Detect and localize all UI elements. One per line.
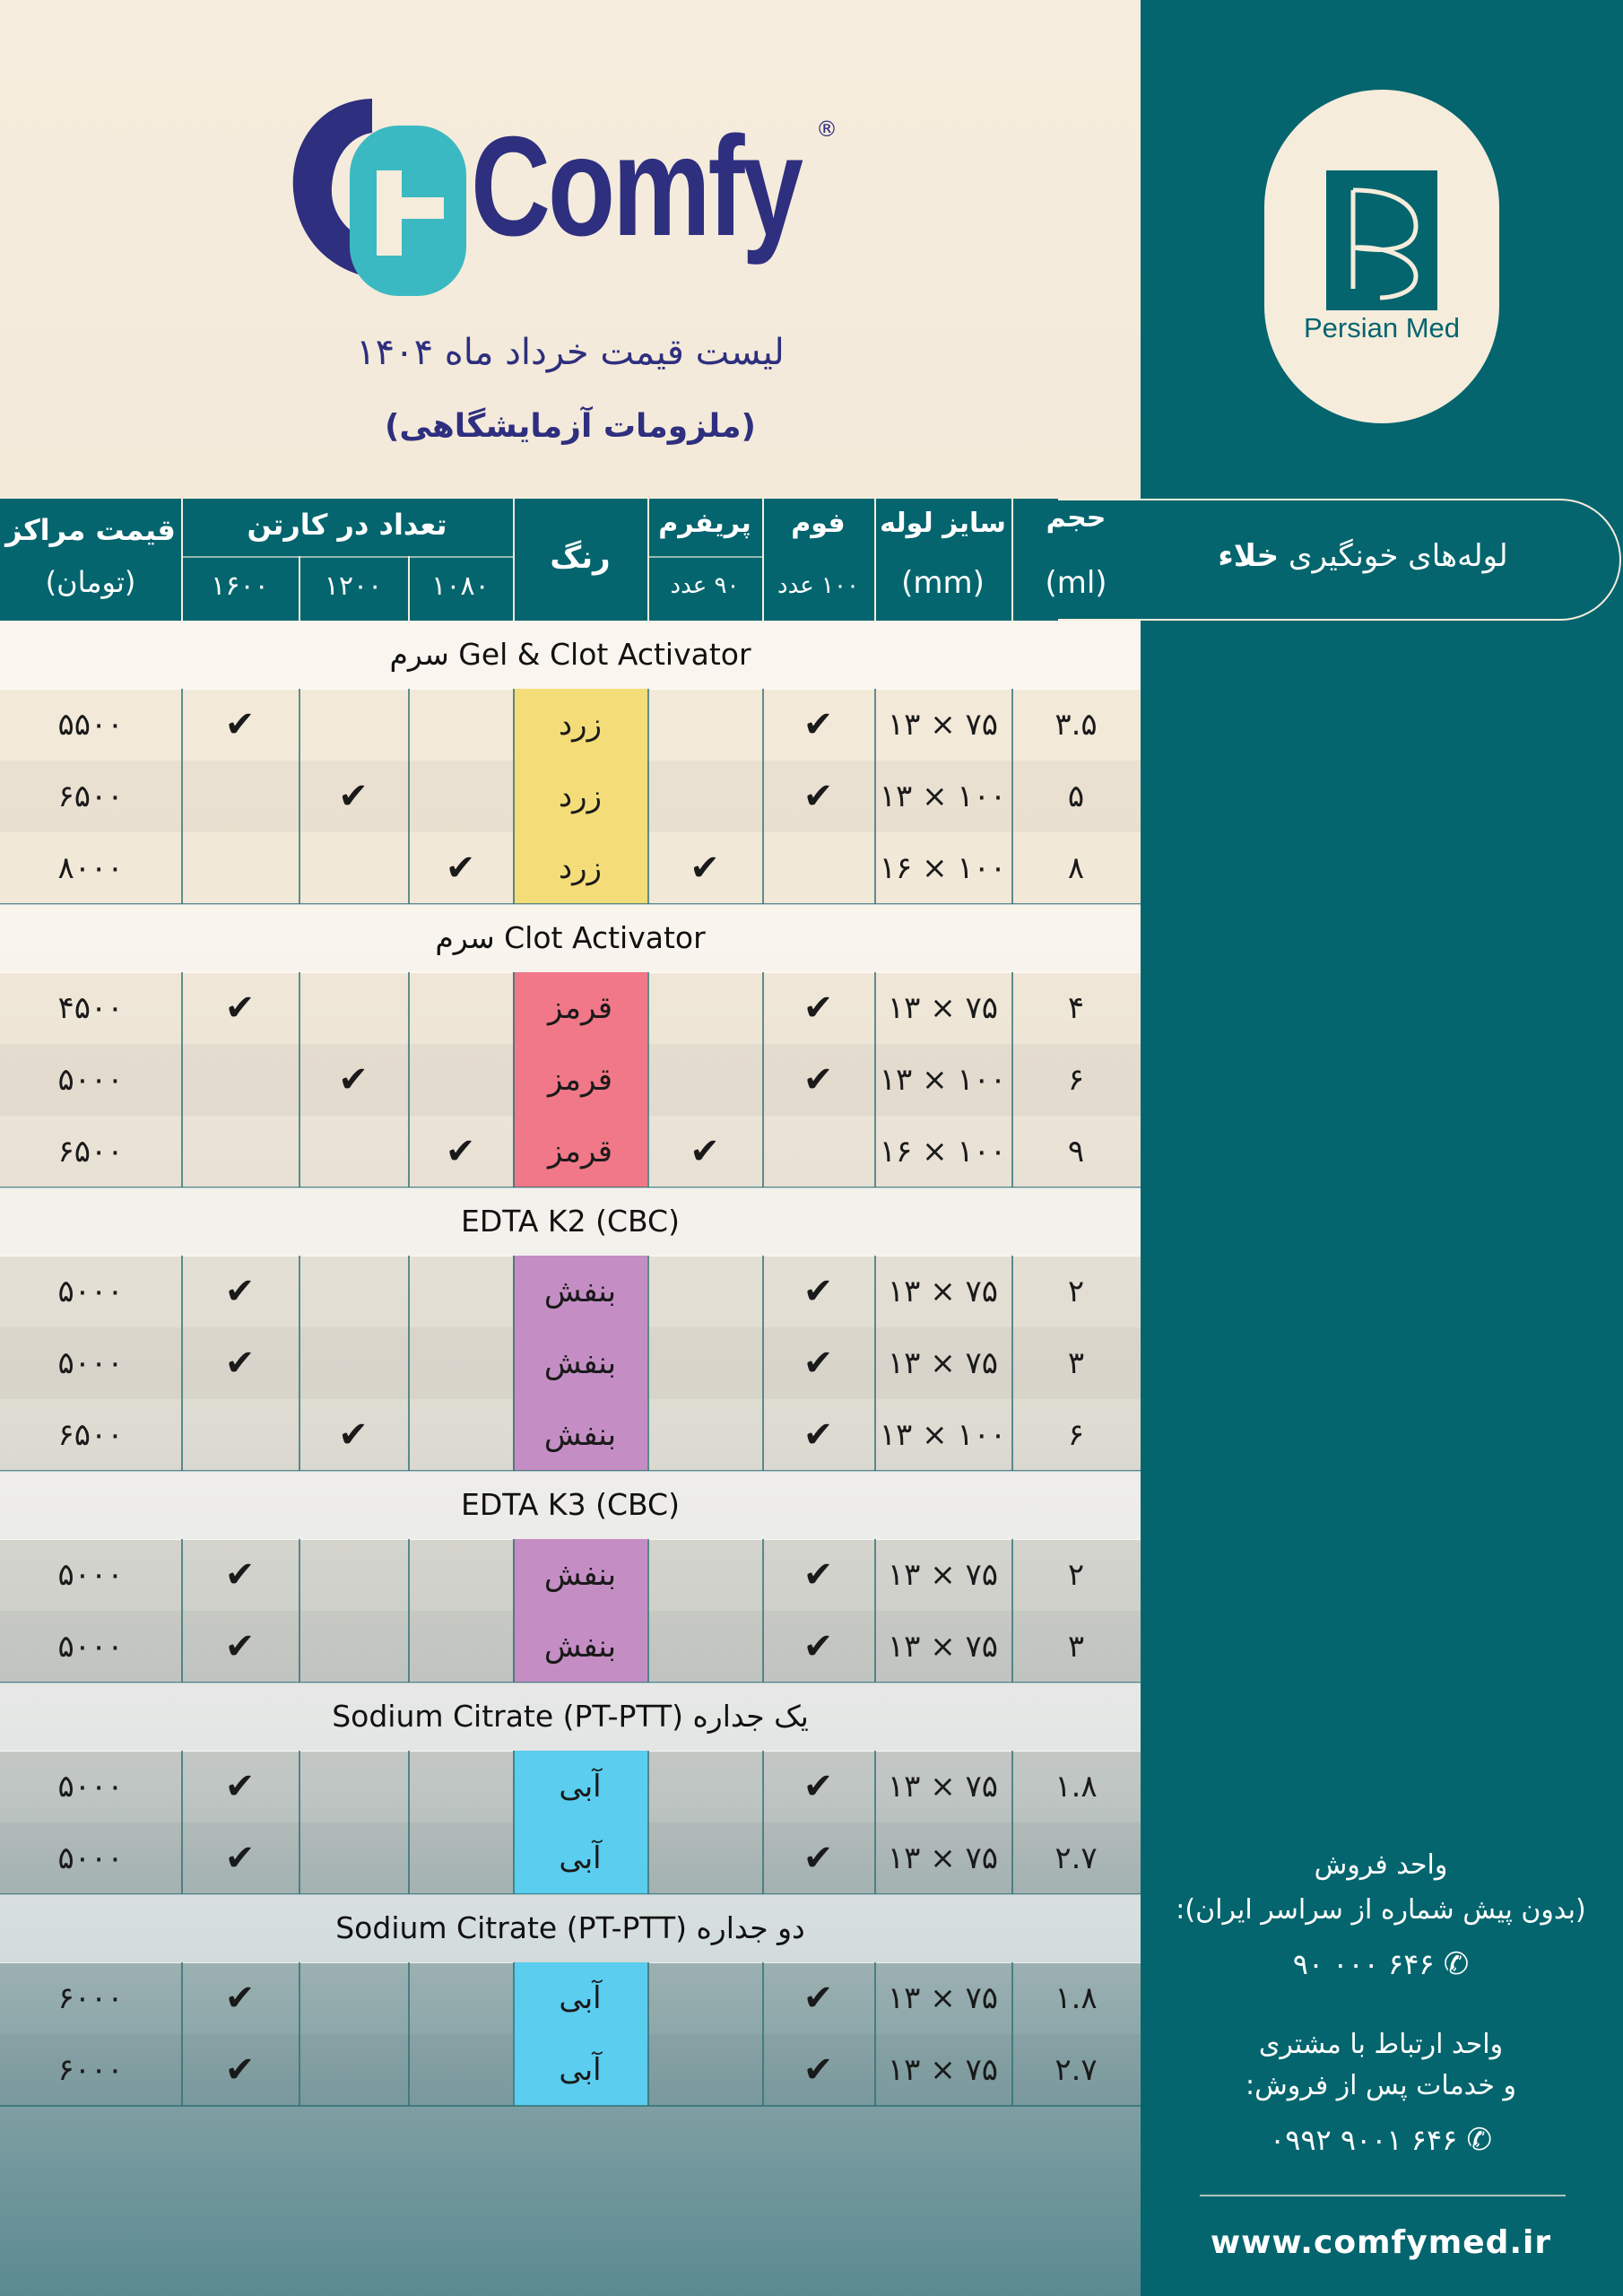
check-cell-preform: [647, 1822, 762, 1894]
column-divider: [181, 1539, 183, 1683]
check-cell-preform: [647, 1751, 762, 1822]
cell-price: ۸۰۰۰: [57, 850, 124, 886]
column-divider: [1011, 1751, 1013, 1894]
checkmark-icon: ✔: [803, 1271, 834, 1312]
cell-volume: ۲: [1067, 1557, 1085, 1593]
header-volume: حجم: [1046, 502, 1107, 534]
column-divider: [647, 1256, 649, 1471]
check-cell-preform: [647, 1256, 762, 1327]
cell-price: ۵۰۰۰: [57, 1840, 124, 1876]
checkmark-icon: ✔: [224, 1271, 256, 1312]
cell-color-name: آبی: [559, 1840, 602, 1876]
checkmark-icon: ✔: [224, 2049, 256, 2091]
column-divider: [299, 1962, 300, 2106]
column-divider: [762, 972, 764, 1187]
check-cell-c1200: [299, 1751, 408, 1822]
website-link[interactable]: www.comfymed.ir: [1210, 2224, 1552, 2261]
cell-price: ۵۰۰۰: [57, 1557, 124, 1593]
check-cell-preform: [647, 1116, 762, 1187]
check-cell-c1600: [181, 2034, 299, 2106]
checkmark-icon: ✔: [224, 704, 256, 745]
check-cell-foam: [762, 1539, 874, 1611]
checkmark-icon: ✔: [690, 1131, 720, 1172]
section-title: Clot Activator سرم: [0, 904, 1141, 973]
cell-price: ۶۵۰۰: [57, 778, 124, 814]
category-pill-prefix: لوله‌های خونگیری: [1288, 538, 1508, 574]
checkmark-icon: ✔: [803, 1766, 834, 1807]
cell-color-name: بنفش: [543, 1557, 617, 1593]
column-divider: [1011, 689, 1013, 904]
cell-color-name: قرمز: [548, 1134, 612, 1170]
check-cell-c1600: [181, 1611, 299, 1683]
page-title: لیست قیمت خرداد ماه ۱۴۰۴: [356, 332, 785, 373]
header-subdivider: [647, 556, 762, 558]
header-size-unit: (mm): [901, 565, 985, 601]
checkmark-icon: ✔: [803, 704, 834, 745]
checkmark-icon: ✔: [803, 1343, 834, 1384]
check-cell-preform: [647, 972, 762, 1044]
checkmark-icon: ✔: [338, 1059, 369, 1100]
phone-icon: ✆: [1466, 2122, 1493, 2158]
check-cell-c1600: [181, 1539, 299, 1611]
table-row: [0, 2034, 1141, 2106]
section-title: دو جداره Sodium Citrate (PT-PTT): [0, 1894, 1141, 1963]
check-cell-preform: [647, 689, 762, 761]
header-volume-unit: (ml): [1045, 565, 1107, 601]
cell-color-name: بنفش: [543, 1629, 617, 1665]
column-divider: [181, 1751, 183, 1894]
persian-med-label: Persian Med: [1303, 312, 1461, 344]
comfy-logo: [287, 90, 861, 296]
check-cell-c1600: [181, 761, 299, 832]
cell-size: ۱۳ × ۱۰۰: [879, 778, 1007, 814]
column-divider: [647, 1751, 649, 1894]
comfy-logo-mark-icon: [287, 90, 475, 296]
cell-color-name: قرمز: [548, 1062, 612, 1098]
check-cell-foam: [762, 832, 874, 904]
cell-price: ۵۰۰۰: [57, 1769, 124, 1805]
check-cell-c1600: [181, 1822, 299, 1894]
check-cell-c1080: [408, 1399, 513, 1471]
checkmark-icon: ✔: [803, 1838, 834, 1879]
column-divider: [874, 1539, 876, 1683]
check-cell-c1600: [181, 689, 299, 761]
cell-price: ۶۵۰۰: [57, 1134, 124, 1170]
support-phone-number[interactable]: ۰۹۹۲ ۹۰۰۱ ۶۴۶: [1269, 2123, 1458, 2157]
check-cell-preform: [647, 1044, 762, 1116]
cell-size: ۱۳ × ۷۵: [887, 1557, 999, 1593]
checkmark-icon: ✔: [224, 1766, 256, 1807]
check-cell-foam: [762, 1116, 874, 1187]
check-cell-c1080: [408, 1962, 513, 2034]
check-cell-c1600: [181, 1962, 299, 2034]
check-cell-c1200: [299, 832, 408, 904]
table-row: [0, 689, 1141, 761]
cell-size: ۱۳ × ۷۵: [887, 1840, 999, 1876]
check-cell-c1200: [299, 1822, 408, 1894]
persian-med-logo-icon: [1326, 170, 1437, 310]
check-cell-c1600: [181, 1327, 299, 1399]
cell-volume: ۴: [1067, 990, 1085, 1026]
check-cell-c1200: [299, 761, 408, 832]
cell-price: ۵۰۰۰: [57, 1062, 124, 1098]
table-row: [0, 1399, 1141, 1471]
checkmark-icon: ✔: [803, 1554, 834, 1596]
checkmark-icon: ✔: [445, 1131, 476, 1172]
check-cell-c1200: [299, 972, 408, 1044]
check-cell-c1600: [181, 1751, 299, 1822]
cell-price: ۴۵۰۰: [57, 990, 124, 1026]
check-cell-foam: [762, 1256, 874, 1327]
table-row: [0, 1611, 1141, 1683]
column-divider: [762, 689, 764, 904]
registered-mark: ®: [816, 117, 838, 142]
column-divider: [762, 1256, 764, 1471]
section-title: Gel & Clot Activator سرم: [0, 621, 1141, 690]
checkmark-icon: ✔: [224, 1978, 256, 2019]
check-cell-c1600: [181, 972, 299, 1044]
cell-price: ۶۵۰۰: [57, 1417, 124, 1453]
check-cell-preform: [647, 1962, 762, 2034]
column-divider: [299, 1751, 300, 1894]
cell-volume: ۲.۷: [1055, 2052, 1098, 2088]
check-cell-foam: [762, 1044, 874, 1116]
cell-volume: ۵: [1067, 778, 1085, 814]
check-cell-c1600: [181, 1399, 299, 1471]
check-cell-c1080: [408, 1539, 513, 1611]
table-row: [0, 1962, 1141, 2034]
check-cell-c1600: [181, 1256, 299, 1327]
cell-color-name: بنفش: [543, 1417, 617, 1453]
column-divider: [513, 972, 515, 1187]
table-row: [0, 1751, 1141, 1822]
sales-note: (بدون پیش شماره از سراسر ایران):: [1176, 1894, 1586, 1926]
section-title: (CBC) EDTA K2: [0, 1187, 1141, 1257]
cell-volume: ۶: [1067, 1417, 1085, 1453]
cell-color-name: آبی: [559, 1769, 602, 1805]
checkmark-icon: ✔: [803, 776, 834, 817]
support-title: واحد ارتباط با مشتری: [1258, 2029, 1504, 2060]
checkmark-icon: ✔: [338, 776, 369, 817]
table-row: [0, 1116, 1141, 1187]
sales-title: واحد فروش: [1314, 1849, 1448, 1881]
cell-volume: ۸: [1067, 850, 1085, 886]
checkmark-icon: ✔: [690, 848, 720, 889]
column-divider: [513, 1962, 515, 2106]
column-divider: [874, 1256, 876, 1471]
checkmark-icon: ✔: [338, 1414, 369, 1456]
header-carton-1600: ۱۶۰۰: [211, 570, 269, 602]
table-row: [0, 761, 1141, 832]
brand-wordmark: Comfy: [471, 108, 801, 265]
table-row: [0, 1539, 1141, 1611]
table-row: [0, 1327, 1141, 1399]
check-cell-c1200: [299, 1044, 408, 1116]
cell-color-name: زرد: [559, 778, 602, 814]
check-cell-c1200: [299, 1116, 408, 1187]
category-pill-label: [1166, 538, 1560, 574]
cell-size: ۱۳ × ۷۵: [887, 1629, 999, 1665]
checkmark-icon: ✔: [803, 987, 834, 1029]
cell-size: ۱۳ × ۱۰۰: [879, 1417, 1007, 1453]
check-cell-c1200: [299, 1327, 408, 1399]
cell-size: ۱۳ × ۷۵: [887, 1980, 999, 2016]
check-cell-c1080: [408, 832, 513, 904]
check-cell-foam: [762, 1611, 874, 1683]
cell-volume: ۳.۵: [1055, 707, 1098, 743]
checkmark-icon: ✔: [224, 1626, 256, 1667]
column-divider: [299, 972, 300, 1187]
check-cell-foam: [762, 1822, 874, 1894]
check-cell-c1080: [408, 972, 513, 1044]
header-foam: فوم: [791, 508, 846, 539]
checkmark-icon: ✔: [803, 2049, 834, 2091]
section-divider: [0, 2105, 1141, 2107]
column-divider: [513, 689, 515, 904]
cell-volume: ۳: [1067, 1345, 1085, 1381]
check-cell-preform: [647, 832, 762, 904]
check-cell-c1200: [299, 2034, 408, 2106]
header-size: سایز لوله: [880, 508, 1006, 539]
column-divider: [874, 1962, 876, 2106]
cell-size: ۱۳ × ۱۰۰: [879, 1062, 1007, 1098]
column-divider: [874, 689, 876, 904]
cell-volume: ۲: [1067, 1274, 1085, 1309]
cell-size: ۱۳ × ۷۵: [887, 2052, 999, 2088]
column-divider: [299, 689, 300, 904]
checkmark-icon: ✔: [803, 1978, 834, 2019]
check-cell-c1200: [299, 1399, 408, 1471]
check-cell-preform: [647, 1539, 762, 1611]
cell-size: ۱۶ × ۱۰۰: [879, 850, 1007, 886]
column-divider: [181, 1962, 183, 2106]
table-row: [0, 972, 1141, 1044]
check-cell-preform: [647, 1327, 762, 1399]
header-color: رنگ: [550, 540, 611, 576]
cell-size: ۱۳ × ۷۵: [887, 1769, 999, 1805]
column-divider: [1011, 1539, 1013, 1683]
cell-size: ۱۳ × ۷۵: [887, 707, 999, 743]
cell-volume: ۶: [1067, 1062, 1085, 1098]
table-row: [0, 1044, 1141, 1116]
check-cell-c1600: [181, 1116, 299, 1187]
column-divider: [181, 1256, 183, 1471]
cell-price: ۵۰۰۰: [57, 1629, 124, 1665]
cell-size: ۱۳ × ۷۵: [887, 990, 999, 1026]
contact-divider: [1200, 2195, 1566, 2196]
check-cell-foam: [762, 972, 874, 1044]
column-divider: [513, 1539, 515, 1683]
header-price-unit: (تومان): [45, 565, 136, 599]
check-cell-foam: [762, 761, 874, 832]
check-cell-foam: [762, 1399, 874, 1471]
cell-volume: ۳: [1067, 1629, 1085, 1665]
checkmark-icon: ✔: [224, 1838, 256, 1879]
header-price: قیمت مراکز: [5, 513, 176, 547]
check-cell-c1080: [408, 1751, 513, 1822]
cell-size: ۱۳ × ۷۵: [887, 1345, 999, 1381]
cell-price: ۶۰۰۰: [57, 2052, 124, 2088]
column-divider: [408, 1751, 410, 1894]
column-divider: [647, 1539, 649, 1683]
cell-color-name: بنفش: [543, 1345, 617, 1381]
checkmark-icon: ✔: [445, 848, 476, 889]
column-divider: [762, 1539, 764, 1683]
column-divider: [1011, 1962, 1013, 2106]
support-phone-row[interactable]: [1166, 2118, 1596, 2161]
table-row: [0, 1822, 1141, 1894]
persian-med-badge: [1264, 90, 1499, 423]
checkmark-icon: ✔: [224, 1554, 256, 1596]
check-cell-c1080: [408, 1044, 513, 1116]
checkmark-icon: ✔: [224, 1343, 256, 1384]
cell-volume: ۱.۸: [1055, 1980, 1098, 2016]
check-cell-c1080: [408, 1822, 513, 1894]
check-cell-foam: [762, 1327, 874, 1399]
checkmark-icon: ✔: [803, 1414, 834, 1456]
check-cell-foam: [762, 2034, 874, 2106]
phone-icon: ✆: [1443, 1946, 1470, 1982]
column-divider: [874, 1751, 876, 1894]
column-divider: [408, 689, 410, 904]
cell-price: ۵۵۰۰: [57, 707, 124, 743]
cell-color-name: آبی: [559, 1980, 602, 2016]
check-cell-c1200: [299, 1539, 408, 1611]
header-preform-count: ۹۰ عدد: [670, 572, 740, 599]
column-divider: [181, 972, 183, 1187]
column-divider: [408, 972, 410, 1187]
cell-price: ۵۰۰۰: [57, 1274, 124, 1309]
cell-size: ۱۳ × ۷۵: [887, 1274, 999, 1309]
support-note: و خدمات پس از فروش:: [1245, 2070, 1516, 2101]
check-cell-foam: [762, 1962, 874, 2034]
check-cell-preform: [647, 761, 762, 832]
check-cell-preform: [647, 2034, 762, 2106]
cell-color-name: آبی: [559, 2052, 602, 2088]
check-cell-c1080: [408, 1256, 513, 1327]
column-divider: [647, 689, 649, 904]
cell-color-name: بنفش: [543, 1274, 617, 1309]
check-cell-c1080: [408, 2034, 513, 2106]
cell-price: ۵۰۰۰: [57, 1345, 124, 1381]
column-divider: [408, 1539, 410, 1683]
cell-volume: ۲.۷: [1055, 1840, 1098, 1876]
cell-size: ۱۶ × ۱۰۰: [879, 1134, 1007, 1170]
header-carton: تعداد در کارتن: [247, 508, 447, 542]
check-cell-c1600: [181, 832, 299, 904]
cell-price: ۶۰۰۰: [57, 1980, 124, 2016]
column-divider: [408, 1256, 410, 1471]
check-cell-preform: [647, 1611, 762, 1683]
column-divider: [299, 1539, 300, 1683]
header-foam-count: ۱۰۰ عدد: [777, 572, 859, 599]
check-cell-c1080: [408, 761, 513, 832]
check-cell-c1600: [181, 1044, 299, 1116]
section-title: (CBC) EDTA K3: [0, 1471, 1141, 1540]
column-divider: [1011, 972, 1013, 1187]
sales-phone-row[interactable]: [1166, 1943, 1596, 1986]
column-divider: [181, 689, 183, 904]
check-cell-preform: [647, 1399, 762, 1471]
header-preform: پریفرم: [658, 508, 751, 539]
column-divider: [299, 1256, 300, 1471]
check-cell-c1080: [408, 1327, 513, 1399]
cell-color-name: زرد: [559, 707, 602, 743]
checkmark-icon: ✔: [224, 987, 256, 1029]
column-divider: [647, 972, 649, 1187]
check-cell-c1200: [299, 689, 408, 761]
column-divider: [762, 1962, 764, 2106]
check-cell-foam: [762, 1751, 874, 1822]
column-divider: [1011, 1256, 1013, 1471]
category-pill-bold: خلاء: [1218, 538, 1280, 574]
check-cell-c1080: [408, 1116, 513, 1187]
column-divider: [513, 1256, 515, 1471]
cell-volume: ۹: [1067, 1134, 1085, 1170]
column-divider: [408, 1962, 410, 2106]
checkmark-icon: ✔: [803, 1059, 834, 1100]
cell-volume: ۱.۸: [1055, 1769, 1098, 1805]
column-divider: [762, 1751, 764, 1894]
page-subtitle: (ملزومات آزمایشگاهی): [384, 408, 757, 445]
header-subdivider: [181, 556, 513, 558]
sales-phone-number[interactable]: ۹۰ ۰۰۰ ۶۴۶: [1292, 1947, 1435, 1981]
header-carton-1200: ۱۲۰۰: [324, 570, 383, 602]
header-carton-1080: ۱۰۸۰: [431, 570, 490, 602]
check-cell-c1080: [408, 689, 513, 761]
section-title: یک جداره Sodium Citrate (PT-PTT): [0, 1683, 1141, 1752]
cell-color-name: زرد: [559, 850, 602, 886]
cell-color-name: قرمز: [548, 990, 612, 1026]
table-row: [0, 1256, 1141, 1327]
column-divider: [513, 1751, 515, 1894]
checkmark-icon: ✔: [803, 1626, 834, 1667]
column-divider: [874, 972, 876, 1187]
check-cell-c1200: [299, 1256, 408, 1327]
table-row: [0, 832, 1141, 904]
column-divider: [647, 1962, 649, 2106]
check-cell-c1200: [299, 1962, 408, 2034]
check-cell-c1200: [299, 1611, 408, 1683]
check-cell-c1080: [408, 1611, 513, 1683]
check-cell-foam: [762, 689, 874, 761]
